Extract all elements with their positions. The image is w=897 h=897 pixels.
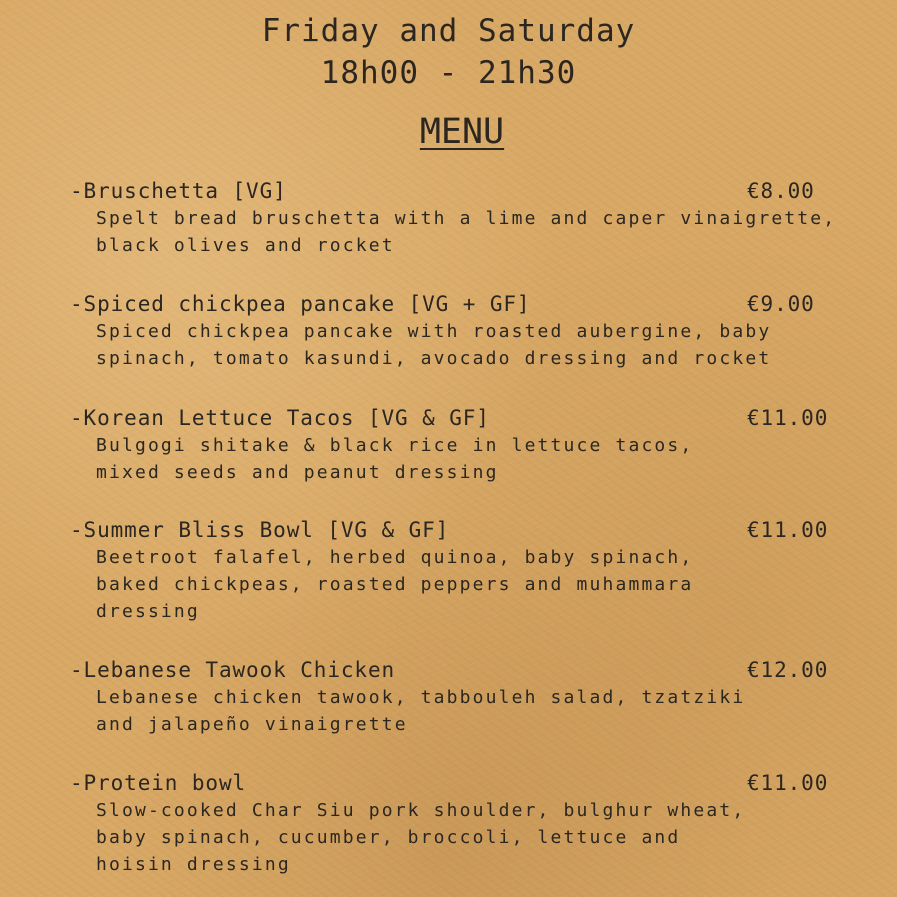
item-description-line: Spiced chickpea pancake with roasted aubergine, baby xyxy=(96,321,772,342)
item-price: €12.00 xyxy=(747,658,829,682)
item-description xyxy=(96,318,876,372)
item-description xyxy=(96,205,876,259)
menu-title: MENU xyxy=(419,112,505,152)
item-name: -Korean Lettuce Tacos [VG & GF] xyxy=(70,406,490,430)
item-description-line: mixed seeds and peanut dressing xyxy=(96,462,499,483)
item-price: €8.00 xyxy=(747,179,815,203)
item-description-line: spinach, tomato kasundi, avocado dressing and rocket xyxy=(96,348,772,369)
item-description-line: Beetroot falafel, herbed quinoa, baby spinach, xyxy=(96,547,694,568)
item-description-line: Bulgogi shitake & black rice in lettuce tacos, xyxy=(96,435,694,456)
item-description-line: Lebanese chicken tawook, tabbouleh salad, tzatziki xyxy=(96,687,746,708)
item-description xyxy=(96,797,876,878)
item-description xyxy=(96,544,876,625)
item-name: -Protein bowl xyxy=(70,771,247,795)
item-description-line: Spelt bread bruschetta with a lime and caper vinaigrette, xyxy=(96,208,837,229)
item-price: €11.00 xyxy=(747,518,829,542)
item-description xyxy=(96,684,876,738)
item-description-line: black olives and rocket xyxy=(96,235,395,256)
item-description-line: dressing xyxy=(96,601,200,622)
item-name: -Summer Bliss Bowl [VG & GF] xyxy=(70,518,450,542)
item-price: €11.00 xyxy=(747,406,829,430)
item-price: €9.00 xyxy=(747,292,815,316)
schedule-days: Friday and Saturday xyxy=(261,13,636,49)
item-name: -Lebanese Tawook Chicken xyxy=(70,658,396,682)
item-description-line: baked chickpeas, roasted peppers and muhammara xyxy=(96,574,694,595)
item-description xyxy=(96,432,876,486)
item-description-line: and jalapeño vinaigrette xyxy=(96,714,408,735)
item-name: -Spiced chickpea pancake [VG + GF] xyxy=(70,292,531,316)
item-price: €11.00 xyxy=(747,771,829,795)
item-description-line: Slow-cooked Char Siu pork shoulder, bulghur wheat, xyxy=(96,800,746,821)
item-name: -Bruschetta [VG] xyxy=(70,179,287,203)
schedule-hours: 18h00 - 21h30 xyxy=(320,55,577,91)
item-description-line: baby spinach, cucumber, broccoli, lettuce and xyxy=(96,827,681,848)
item-description-line: hoisin dressing xyxy=(96,854,291,875)
